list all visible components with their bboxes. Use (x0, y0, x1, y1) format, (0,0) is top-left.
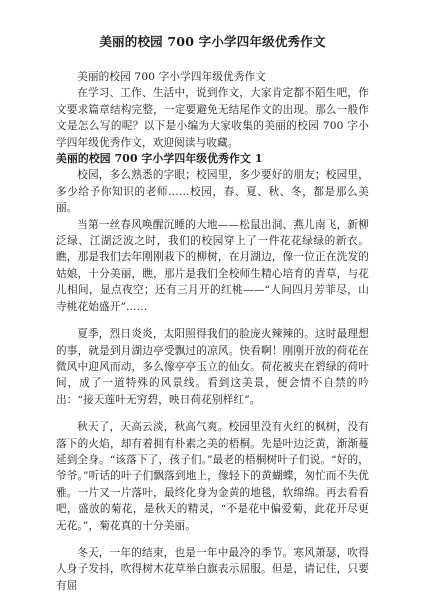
intro-paragraph: 在学习、工作、生活中，说到作文，大家肯定都不陌生吧，作文要求篇章结构完整，一定要避免无结尾作文的出现。那么一般作文是怎么写的呢？以下是小编为大家收集的美丽的校园 700 字小学四年级优秀作文，欢迎阅读与收藏。 (56, 87, 369, 149)
paragraph-gap (56, 408, 369, 419)
paragraph-autumn: 秋天了，天高云淡，秋高气爽。校园里没有火红的枫树，没有落下的火焰，却有着拥有朴素之美的梧桐。先是叶边泛黄，渐渐蔓延到全身。“该落下了，孩子们。”最老的梧桐树叶子们说。“好的，爷爷。”听话的叶子们飘落到地上，像轻下的黄蝴蝶，匆忙而不失优雅。一片又一片落叶，最终化身为金黄的地毯，软绵绵。再去看看吧，盛放的菊花，是秋天的精灵，“不是花中偏爱菊，此花开尽更无花。”，菊花真的十分美丽。 (56, 421, 369, 532)
paragraph-gap (56, 534, 369, 545)
paragraph-spring: 当第一丝春风唤醒沉睡的大地——松鼠出洞、燕儿南飞，新柳泛绿、江湖泛波之时，我们的校园穿上了一件花花绿绿的新衣。瞧，那是我们去年刚刚栽下的柳树，在月湖边，像一位正在洗发的姑娘，十分美丽，瞧，那片是我们全校师生精心培育的青草，与花儿相间，显点夜空；还有三月开的红桃——“人间四月芳菲尽，山寺桃花始盛开”…… (56, 218, 369, 313)
document-subtitle: 美丽的校园 700 字小学四年级优秀作文 (77, 71, 267, 83)
paragraph-summer: 夏季，烈日炎炎，太阳照得我们的脸庞火辣辣的。这时最理想的事，就是到月湖边亭受飘过的凉风。快看啊！刚刚开放的荷花在微风中迎风而动，多么像亭亭玉立的仙女。荷花被夹在碧绿的荷叶间，成了一道特殊的风景线。看到这美景，便会情不自禁的吟出：“接天莲叶无穷碧，映日荷花别样红”。 (56, 328, 369, 406)
paragraph-winter: 冬天，一年的结束，也是一年中最冷的季节。寒风萧瑟，吹得人身子发抖，吹得树木花草举白旗表示屈服。但是，请记住，只要有屈 (56, 546, 369, 592)
section-heading: 美丽的校园 700 字小学四年级优秀作文 1 (56, 152, 263, 166)
paragraph-gap (56, 315, 369, 326)
document-title: 美丽的校园 700 字小学四年级优秀作文 (99, 34, 326, 49)
paragraph-intro-school: 校园，多么熟悉的字眼；校园里，多少要好的朋友；校园里，多少给予你知识的老师……校园，春、夏、秋、冬，都是那么美丽。 (56, 169, 369, 215)
